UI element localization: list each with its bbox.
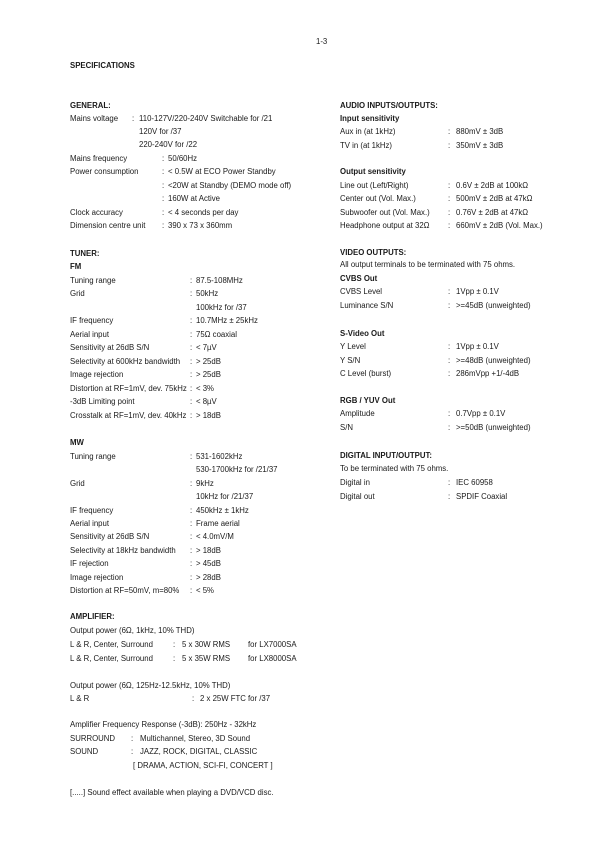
spec-label: Grid <box>70 478 85 488</box>
spec-label: Mains voltage <box>70 114 119 123</box>
spec-value: 450kHz ± 1kHz <box>196 505 249 515</box>
spec-sep: : <box>131 747 134 756</box>
spec-sep: : <box>190 383 193 393</box>
spec-sep: : <box>448 287 451 296</box>
spec-value: 50/60Hz <box>168 154 198 163</box>
digital-io-note: To be terminated with 75 ohms. <box>340 464 449 473</box>
spec-sep: : <box>190 505 193 515</box>
spec-sep: : <box>448 409 451 418</box>
spec-sep: : <box>190 572 193 582</box>
page-number: 1-3 <box>316 37 328 46</box>
spec-sep: : <box>190 452 193 461</box>
spec-label: Tuning range <box>70 276 116 285</box>
spec-sep: : <box>448 355 451 365</box>
spec-label: Aerial input <box>70 329 110 339</box>
spec-sep: : <box>190 478 193 488</box>
spec-sep: : <box>162 154 165 163</box>
input-sensitivity-heading: Input sensitivity <box>340 114 400 123</box>
spec-value: 530-1700kHz for /21/37 <box>196 465 278 475</box>
spec-sep: : <box>190 586 193 595</box>
spec-value: 9kHz <box>196 478 214 488</box>
spec-sep: : <box>192 694 195 703</box>
video-outputs-heading: VIDEO OUTPUTS: <box>340 248 407 257</box>
spec-value: 350mV ± 3dB <box>456 141 504 150</box>
spec-label: IF frequency <box>70 505 114 515</box>
general-heading: GENERAL: <box>70 101 111 110</box>
spec-sep: : <box>448 194 451 204</box>
amplifier-heading: AMPLIFIER: <box>70 612 115 621</box>
spec-sep: : <box>448 207 451 217</box>
spec-sep: : <box>190 370 193 380</box>
page-title: SPECIFICATIONS <box>70 61 135 70</box>
spec-sep: : <box>190 276 193 285</box>
spec-label: SURROUND <box>70 734 116 743</box>
spec-value: < 7µV <box>196 343 217 353</box>
spec-sep: : <box>448 492 451 501</box>
spec-value: < 5% <box>196 586 214 595</box>
spec-value: [ DRAMA, ACTION, SCI-FI, CONCERT ] <box>133 761 273 770</box>
mw-subheading: MW <box>70 438 84 447</box>
spec-label: Image rejection <box>70 370 124 380</box>
spec-sep: : <box>448 369 451 378</box>
spec-value: 880mV ± 3dB <box>456 127 504 136</box>
spec-value: 531-1602kHz <box>196 452 243 461</box>
spec-value: 220-240V for /22 <box>139 140 198 149</box>
spec-label: Subwoofer out (Vol. Max.) <box>340 207 430 217</box>
spec-label: -3dB Limiting point <box>70 397 135 407</box>
spec-value: 0.7Vpp ± 0.1V <box>456 409 506 418</box>
spec-value: >=50dB (unweighted) <box>456 423 531 432</box>
spec-label: C Level (burst) <box>340 369 392 378</box>
spec-sep: : <box>190 289 193 299</box>
spec-value: 10.7MHz ± 25kHz <box>196 316 258 326</box>
spec-value: > 25dB <box>196 356 221 366</box>
spec-sep: : <box>190 532 193 542</box>
spec-label: Mains frequency <box>70 154 128 163</box>
svideo-heading: S-Video Out <box>340 329 385 338</box>
spec-label: IF rejection <box>70 559 109 569</box>
spec-sep: : <box>190 559 193 569</box>
tuner-heading: TUNER: <box>70 249 100 258</box>
spec-sep: : <box>131 734 134 743</box>
spec-label: Tuning range <box>70 452 116 461</box>
fm-subheading: FM <box>70 262 82 271</box>
spec-sep: : <box>190 545 193 555</box>
output-sensitivity-heading: Output sensitivity <box>340 167 406 176</box>
spec-label: Luminance S/N <box>340 301 394 310</box>
spec-sep: : <box>132 114 135 123</box>
spec-value: >=45dB (unweighted) <box>456 301 531 310</box>
spec-label: Line out (Left/Right) <box>340 181 409 190</box>
spec-model: for LX7000SA <box>248 640 297 649</box>
spec-label: Grid <box>70 289 85 299</box>
spec-label: Y S/N <box>340 355 361 365</box>
spec-value: 0.6V ± 2dB at 100kΩ <box>456 181 529 190</box>
spec-value: 110-127V/220-240V Switchable for /21 <box>139 114 273 123</box>
output-power-2: Output power (6Ω, 125Hz-12.5kHz, 10% THD) <box>70 681 231 690</box>
spec-sep: : <box>190 410 193 420</box>
spec-sep: : <box>448 141 451 150</box>
spec-label: Digital in <box>340 478 370 487</box>
spec-label: Center out (Vol. Max.) <box>340 194 416 204</box>
spec-label: Sensitivity at 26dB S/N <box>70 532 150 542</box>
spec-value: > 25dB <box>196 370 221 380</box>
audio-io-heading: AUDIO INPUTS/OUTPUTS: <box>340 101 438 110</box>
spec-value: 100kHz for /37 <box>196 302 247 312</box>
spec-sep: : <box>190 316 193 326</box>
spec-value: > 28dB <box>196 572 221 582</box>
spec-label: Dimension centre unit <box>70 221 146 230</box>
spec-sep: : <box>173 654 176 663</box>
spec-label: IF frequency <box>70 316 114 326</box>
spec-label: Selectivity at 18kHz bandwidth <box>70 545 176 555</box>
spec-sep: : <box>190 519 193 528</box>
spec-sep: : <box>448 423 451 432</box>
rgb-heading: RGB / YUV Out <box>340 396 396 405</box>
spec-value: 286mVpp +1/-4dB <box>456 369 520 378</box>
spec-sep: : <box>190 356 193 366</box>
spec-value: Multichannel, Stereo, 3D Sound <box>140 734 251 743</box>
spec-value: > 45dB <box>196 559 221 569</box>
spec-value: 1Vpp ± 0.1V <box>456 287 499 296</box>
spec-sep: : <box>448 220 451 230</box>
spec-value: 660mV ± 2dB (Vol. Max.) <box>456 220 543 230</box>
spec-label: Distortion at RF=1mV, dev. 75kHz <box>70 383 187 393</box>
spec-sep: : <box>448 478 451 487</box>
spec-sep: : <box>448 127 451 136</box>
spec-label: Digital out <box>340 492 375 501</box>
spec-model: for /37 <box>248 694 271 703</box>
spec-label: L & R, Center, Surround <box>70 654 153 663</box>
spec-value: 390 x 73 x 360mm <box>168 221 233 230</box>
freq-response: Amplifier Frequency Response (-3dB): 250Hz - 32kHz <box>70 720 257 729</box>
spec-value: Frame aerial <box>196 519 240 528</box>
footnote: [.....] Sound effect available when playing a DVD/VCD disc. <box>70 788 274 797</box>
spec-label: Image rejection <box>70 572 124 582</box>
spec-label: Distortion at RF=50mV, m=80% <box>70 586 180 595</box>
spec-value: 75Ω coaxial <box>196 329 237 339</box>
spec-sep: : <box>448 181 451 190</box>
spec-sep: : <box>162 167 165 176</box>
spec-label: Selectivity at 600kHz bandwidth <box>70 356 181 366</box>
spec-label: Aerial input <box>70 519 110 528</box>
spec-value: 120V for /37 <box>139 127 182 136</box>
spec-sep: : <box>173 640 176 649</box>
spec-value: 87.5-108MHz <box>196 276 243 285</box>
spec-value: 160W at Active <box>168 194 221 203</box>
spec-sep: : <box>162 221 165 230</box>
spec-value: 5 x 30W RMS <box>182 640 231 649</box>
spec-label: SOUND <box>70 747 99 756</box>
spec-value: 10kHz for /21/37 <box>196 492 254 502</box>
spec-sep: : <box>448 342 451 351</box>
spec-sep: : <box>162 181 165 190</box>
spec-label: Sensitivity at 26dB S/N <box>70 343 150 353</box>
spec-label: Headphone output at 32Ω <box>340 220 430 230</box>
digital-io-heading: DIGITAL INPUT/OUTPUT: <box>340 451 432 460</box>
spec-label: Amplitude <box>340 409 375 418</box>
spec-sep: : <box>162 194 165 203</box>
spec-label: Crosstalk at RF=1mV, dev. 40kHz <box>70 410 187 420</box>
spec-value: < 4 seconds per day <box>168 208 239 217</box>
video-outputs-note: All output terminals to be terminated with 75 ohms. <box>340 260 516 269</box>
spec-value: < 4.0mV/M <box>196 532 234 542</box>
spec-value: 2 x 25W FTC <box>200 694 246 703</box>
spec-label: CVBS Level <box>340 287 383 296</box>
spec-value: < 3% <box>196 383 214 393</box>
spec-label: TV in (at 1kHz) <box>340 141 392 150</box>
spec-value: 5 x 35W RMS <box>182 654 231 663</box>
spec-value: > 18dB <box>196 410 221 420</box>
spec-sep: : <box>190 397 193 407</box>
spec-value: >=48dB (unweighted) <box>456 355 531 365</box>
spec-label: S/N <box>340 423 353 432</box>
spec-value: SPDIF Coaxial <box>456 492 508 501</box>
spec-value: 50kHz <box>196 289 219 299</box>
spec-value: > 18dB <box>196 545 221 555</box>
spec-label: L & R, Center, Surround <box>70 640 153 649</box>
spec-value: 1Vpp ± 0.1V <box>456 342 499 351</box>
spec-label: L & R <box>70 694 90 703</box>
spec-value: <20W at Standby (DEMO mode off) <box>168 181 292 190</box>
spec-sep: : <box>190 343 193 353</box>
spec-sep: : <box>190 329 193 339</box>
cvbs-heading: CVBS Out <box>340 274 378 283</box>
spec-model: for LX8000SA <box>248 654 297 663</box>
spec-sep: : <box>448 301 451 310</box>
spec-value: 0.76V ± 2dB at 47kΩ <box>456 207 529 217</box>
spec-value: < 0.5W at ECO Power Standby <box>168 167 276 176</box>
spec-value: < 8µV <box>196 397 217 407</box>
spec-sep: : <box>162 208 165 217</box>
spec-value: JAZZ, ROCK, DIGITAL, CLASSIC <box>140 747 258 756</box>
spec-label: Clock accuracy <box>70 208 123 217</box>
spec-value: 500mV ± 2dB at 47kΩ <box>456 194 533 204</box>
spec-label: Y Level <box>340 342 366 351</box>
spec-label: Power consumption <box>70 167 139 176</box>
spec-label: Aux in (at 1kHz) <box>340 127 396 136</box>
spec-value: IEC 60958 <box>456 478 493 487</box>
output-power-1: Output power (6Ω, 1kHz, 10% THD) <box>70 626 195 635</box>
